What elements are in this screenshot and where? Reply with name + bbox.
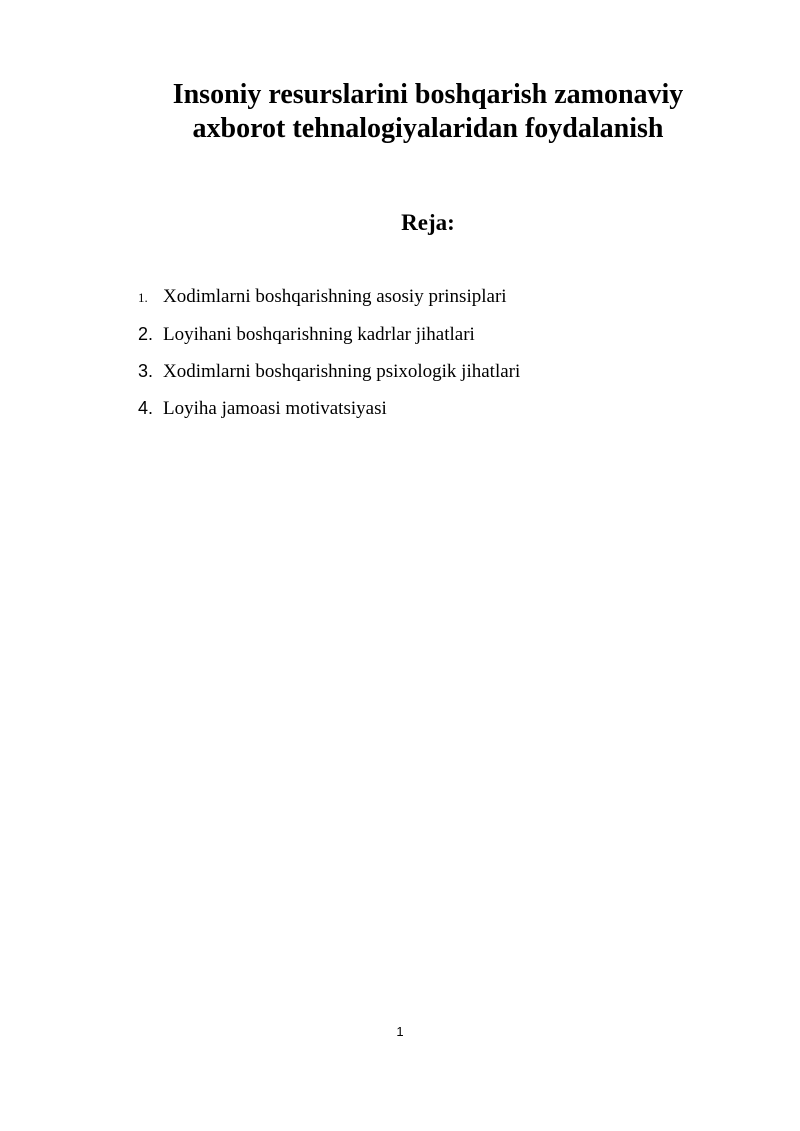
document-title — [100, 78, 756, 146]
plan-item-2 — [138, 321, 520, 358]
plan-item-text: Xodimlarni boshqarishning asosiy prinsiplari — [163, 286, 507, 307]
plan-item-number: 4. — [138, 398, 154, 418]
plan-list — [138, 284, 520, 432]
plan-item-text: Loyihani boshqarishning kadrlar jihatlari — [163, 324, 475, 345]
plan-heading: Reja: — [401, 210, 455, 235]
title-line-2: axborot tehnalogiyalaridan foydalanish — [192, 113, 664, 144]
plan-item-number: 3. — [138, 361, 154, 381]
plan-item-3 — [138, 358, 520, 395]
plan-item-number: 2. — [138, 324, 154, 344]
page-number: 1 — [396, 1024, 404, 1039]
title-line-1: Insoniy resurslarini boshqarish zamonaviy — [172, 79, 684, 110]
plan-item-number: 1. — [138, 290, 148, 305]
plan-item-1 — [138, 284, 520, 321]
plan-item-text: Loyiha jamoasi motivatsiyasi — [163, 398, 387, 419]
plan-item-4 — [138, 395, 520, 432]
plan-item-text: Xodimlarni boshqarishning psixologik jihatlari — [163, 361, 521, 382]
